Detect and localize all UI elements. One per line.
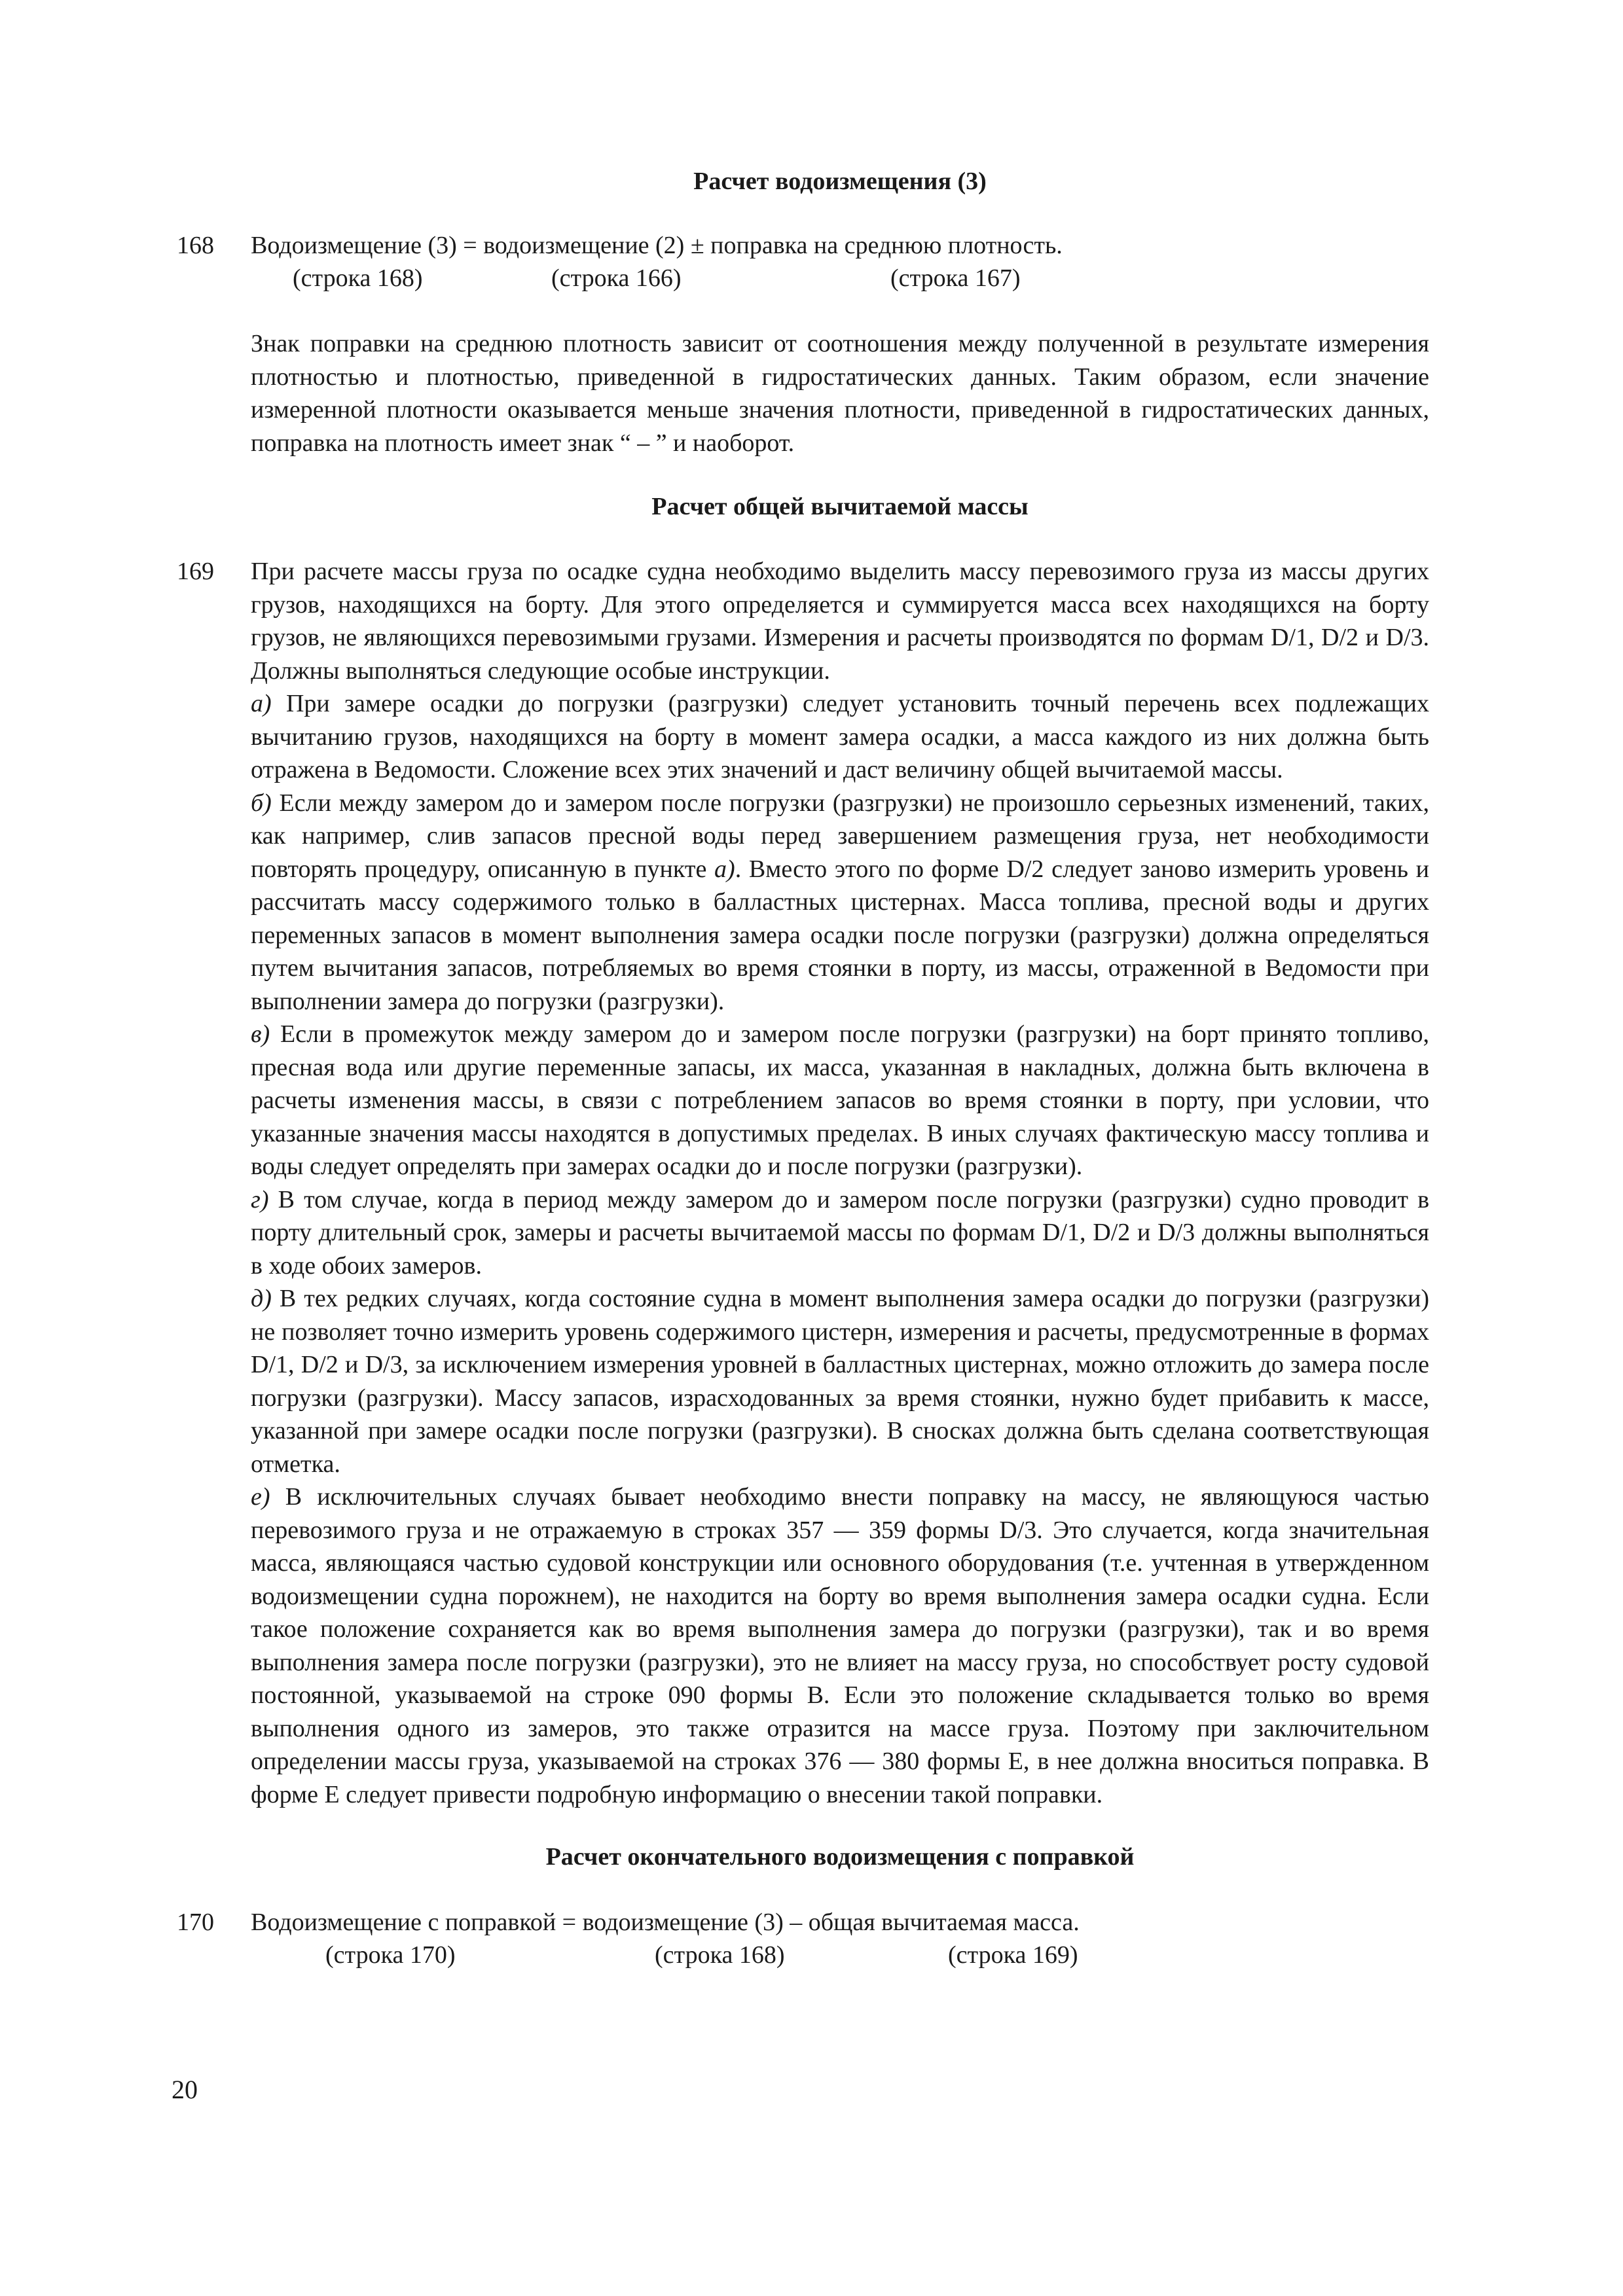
list-item-g xyxy=(251,1183,1429,1283)
list-item-b xyxy=(251,787,1429,1018)
paragraph-number-168: 168 xyxy=(177,232,214,259)
list-item-v-text: Если в промежуток между замером до и замером после погрузки (разгрузки) на борт принято топливо, пресная вода или другие переменные запасы, их масса, указанная в накладных, должна быть включена в расчеты изменения массы, в связи с потреблением запасов во время стоянки в порту, при условии, что указанные значения массы находятся в допустимых пределах. В иных случаях фактическую массу топлива и воды следует определять при замерах осадки до и после погрузки (разгрузки). xyxy=(251,1020,1429,1180)
list-item-b-label: б) xyxy=(251,789,272,817)
list-item-d xyxy=(251,1282,1429,1480)
section-heading-total-deductible: Расчет общей вычитаемой массы xyxy=(651,493,1029,520)
list-item-e-label: е) xyxy=(251,1483,270,1511)
list-item-v xyxy=(251,1018,1429,1183)
formula-170: Водоизмещение с поправкой = водоизмещение (3) – общая вычитаемая масса. xyxy=(251,1909,1080,1936)
page-number: 20 xyxy=(172,2075,198,2104)
formula-168: Водоизмещение (3) = водоизмещение (2) ± поправка на среднюю плотность. xyxy=(251,232,1063,259)
formula-ref-168-b: (строка 166) xyxy=(551,264,682,292)
density-correction-note xyxy=(251,327,1429,459)
formula-ref-170-c: (строка 169) xyxy=(948,1941,1078,1969)
list-item-b-text-2: . Вместо этого по форме D/2 следует заново измерить уровень и рассчитать массу содержимого только в балластных цистернах. Масса топлива, пресной воды и других переменных запасов в момент выполнения замера осадки после погрузки (разгрузки) должна определяться путем вычитания запасов, потребляемых во время стоянки в порту, из массы, отраженной в Ведомости при выполнении замера до погрузки (разгрузки). xyxy=(251,855,1429,1015)
list-item-e-text: В исключительных случаях бывает необходимо внести поправку на массу, не являющуюся частью перевозимого груза и не отражаемую в строках 357 — 359 формы D/3. Это случается, когда значительная масса, являющаяся частью судовой конструкции или основного оборудования (т.е. учтенная в утвержденном водоизмещении судна порожнем), не находится на борту во время выполнения замера осадки судна. Если такое положение сохраняется как во время выполнения замера до погрузки (разгрузки), так и во время выполнения замера после погрузки (разгрузки), это не влияет на массу груза, но способствует росту судовой постоянной, указываемой на строке 090 формы B. Если это положение складывается только во время выполнения одного из замеров, это также отразится на массе груза. Поэтому при заключительном определении массы груза, указываемой на строках 376 — 380 формы E, в нее должна вноситься поправка. В форме E следует привести подробную информацию о внесении такой поправки. xyxy=(251,1483,1430,1808)
list-item-v-label: в) xyxy=(251,1020,270,1048)
section-heading-displacement-3: Расчет водоизмещения (3) xyxy=(693,168,987,195)
section-heading-final-displacement: Расчет окончательного водоизмещения с поправкой xyxy=(545,1843,1135,1871)
list-item-b-ref: а) xyxy=(714,855,735,883)
list-item-a xyxy=(251,687,1429,787)
list-item-a-label: а) xyxy=(251,690,272,717)
density-correction-text: Знак поправки на среднюю плотность зависит от соотношения между полученной в результате измерения плотностью и плотностью, приведенной в гидростатических данных. Таким образом, если значение измеренной плотности оказывается меньше значения плотности, приведенной в гидростатических данных, поправка на плотность имеет знак “ – ” и наоборот. xyxy=(251,330,1429,457)
list-item-g-label: г) xyxy=(251,1185,269,1213)
formula-ref-168-c: (строка 167) xyxy=(890,264,1021,292)
paragraph-169-intro: При расчете массы груза по осадке судна необходимо выделить массу перевозимого груза из массы других грузов, находящихся на борту. Для этого определяется и суммируется масса всех находящихся на борту грузов, не являющихся перевозимыми грузами. Измерения и расчеты производятся по формам D/1, D/2 и D/3. Должны выполняться следующие особые инструкции. xyxy=(251,558,1429,685)
list-item-a-text: При замере осадки до погрузки (разгрузки) следует установить точный перечень всех подлежащих вычитанию грузов, находящихся на борту в момент замера осадки, а масса каждого из них должна быть отражена в Ведомости. Сложение всех этих значений и даст величину общей вычитаемой массы. xyxy=(251,690,1430,783)
list-item-b-text-1: Если между замером до и замером после погрузки (разгрузки) не произошло серьезных изменений, таких, как например, слив запасов пресной воды перед завершением размещения груза, нет необходимости повторять процедуру, описанную в пункте xyxy=(251,789,1429,883)
paragraph-number-169: 169 xyxy=(177,558,214,585)
list-item-g-text: В том случае, когда в период между замером до и замером после погрузки (разгрузки) судно проводит в порту длительный срок, замеры и расчеты вычитаемой массы по формам D/1, D/2 и D/3 должны выполняться в ходе обоих замеров. xyxy=(251,1185,1430,1280)
list-item-d-label: д) xyxy=(251,1285,272,1312)
formula-ref-168-a: (строка 168) xyxy=(293,264,423,292)
paragraph-number-170: 170 xyxy=(177,1909,214,1936)
formula-ref-170-a: (строка 170) xyxy=(325,1941,456,1969)
formula-ref-170-b: (строка 168) xyxy=(655,1941,785,1969)
list-item-d-text: В тех редких случаях, когда состояние судна в момент выполнения замера осадки до погрузки (разгрузки) не позволяет точно измерить уровень содержимого цистерн, измерения и расчеты, предусмотренные в формах D/1, D/2 и D/3, за исключением измерения уровней в балластных цистернах, можно отложить до замера после погрузки (разгрузки). Массу запасов, израсходованных за время стоянки, нужно будет прибавить к массе, указанной при замере осадки после погрузки (разгрузки). В сносках должна быть сделана соответствующая отметка. xyxy=(251,1285,1429,1478)
list-item-e xyxy=(251,1480,1429,1811)
paragraph-169 xyxy=(251,555,1429,1811)
